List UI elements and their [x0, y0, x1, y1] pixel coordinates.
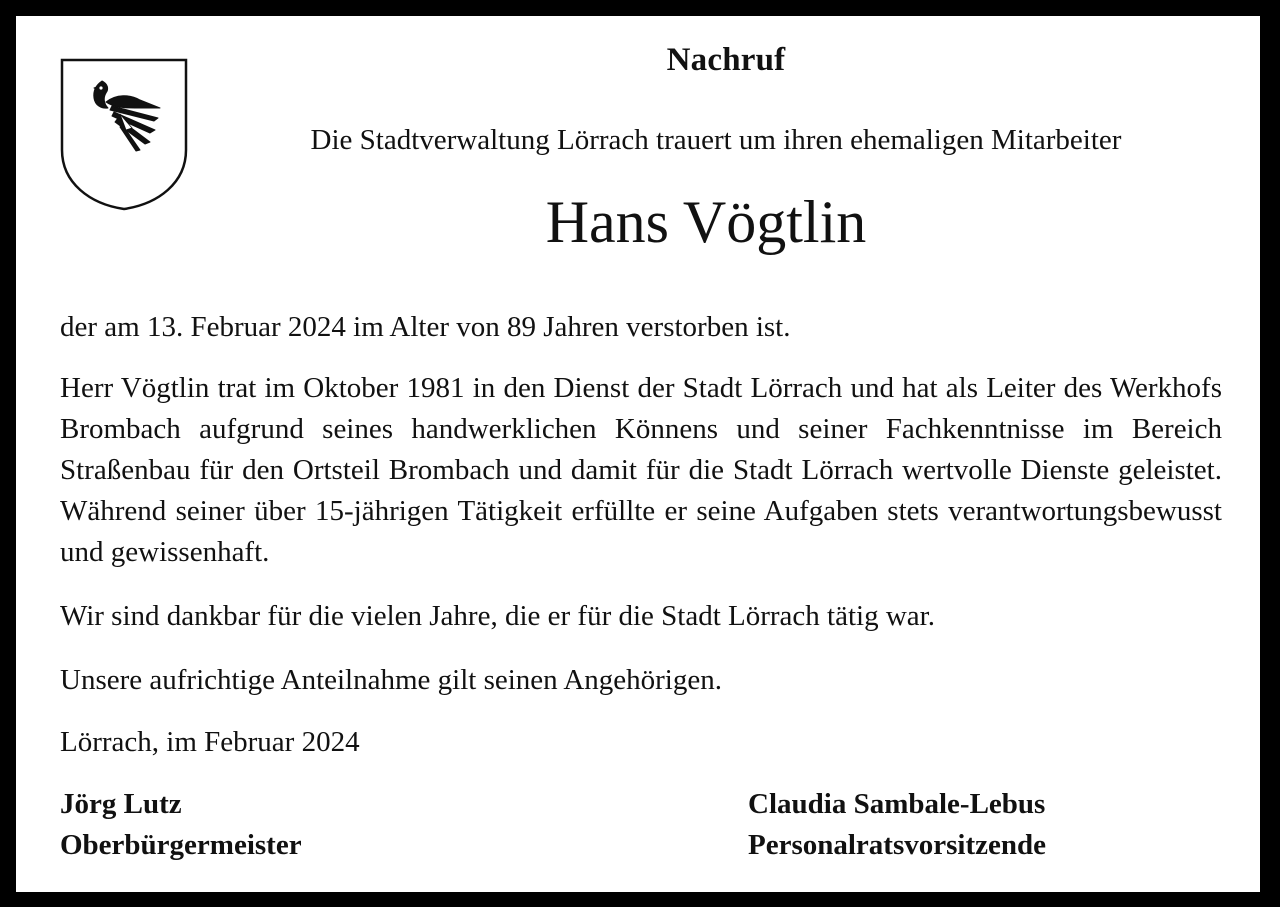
signatory-role: Oberbürgermeister [60, 829, 302, 861]
gratitude-paragraph: Wir sind dankbar für die vielen Jahre, die er für die Stadt Lörrach tätig war. [60, 600, 935, 632]
place-date: Lörrach, im Februar 2024 [60, 726, 360, 758]
signatory-name: Jörg Lutz [60, 788, 182, 820]
deceased-name: Hans Vögtlin [545, 189, 867, 255]
condolence-paragraph: Unsere aufrichtige Anteilnahme gilt seinen Angehörigen. [60, 664, 722, 696]
coat-of-arms-icon [60, 58, 188, 212]
obituary-notice [16, 16, 1260, 892]
signatory-name: Claudia Sambale-Lebus [748, 788, 1046, 820]
page-title: Nachruf [666, 42, 786, 78]
signature-block-mayor [60, 784, 302, 866]
signatory-role: Personalratsvorsitzende [748, 829, 1046, 861]
career-paragraph: Herr Vögtlin trat im Oktober 1981 in den Dienst der Stadt Lörrach und hat als Leiter des Werkhofs Brombach aufgrund seines handwerklichen Könnens und seiner Fachkenntnisse im Bereich Straßenbau für den Ortsteil Brombach und damit für die Stadt Lörrach wertvolle Dienste geleistet. Während seiner über 15-jährigen Tätigkeit erfüllte er seine Aufgaben stets verantwortungsbewusst und gewissenhaft. [60, 372, 1222, 568]
intro-line: Die Stadtverwaltung Lörrach trauert um ihren ehemaligen Mitarbeiter [310, 124, 1122, 156]
death-line: der am 13. Februar 2024 im Alter von 89 Jahren verstorben ist. [60, 311, 791, 343]
signature-block-staff-council [748, 784, 1046, 866]
